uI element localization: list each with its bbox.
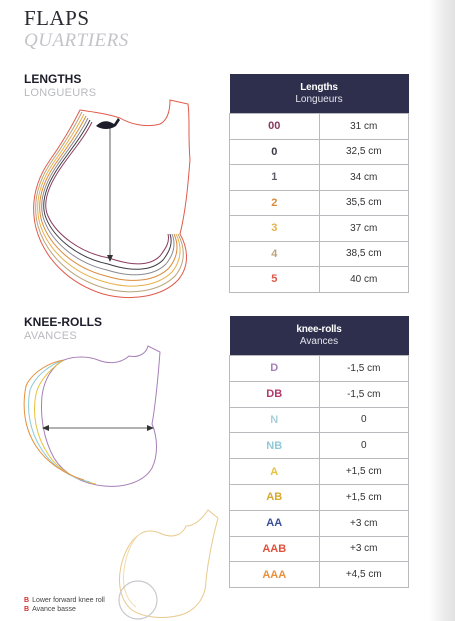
knee-rolls-table-header (230, 316, 409, 356)
lengths-table-header (230, 74, 409, 114)
knee-roll-code: A (230, 459, 320, 485)
table-row (230, 356, 409, 382)
flap-outline-5 (34, 100, 190, 298)
knee-rolls-section-subtitle: AVANCES (24, 330, 78, 342)
length-value: 37 cm (319, 216, 409, 242)
knee-roll-value: +1,5 cm (319, 459, 409, 485)
page-title: FLAPS (24, 6, 90, 30)
footnote-text: Avance basse (32, 606, 76, 613)
knee-roll-value: +1,5 cm (319, 484, 409, 510)
table-row (230, 165, 409, 191)
knee-roll-value: +3 cm (319, 510, 409, 536)
length-code: 4 (230, 241, 320, 267)
lower-knee-roll-diagram (112, 506, 222, 621)
table-row (230, 139, 409, 165)
knee-roll-value: -1,5 cm (319, 356, 409, 382)
page-edge-shadow (429, 0, 455, 621)
knee-roll-code: AA (230, 510, 320, 536)
length-arrow-head (107, 255, 113, 262)
table-row (230, 536, 409, 562)
flap-outline-3 (38, 114, 180, 286)
lower-knee-roll-outline-outer (120, 510, 219, 617)
footnote-letter: B (24, 597, 30, 604)
knee-roll-value: +4,5 cm (319, 562, 409, 588)
knee-roll-code: DB (230, 381, 320, 407)
lower-knee-roll-outline-inner (124, 534, 141, 607)
knee-roll-code: N (230, 407, 320, 433)
lengths-section-subtitle: LONGUEURS (24, 87, 97, 99)
lengths-table-subtitle: Longueurs (295, 93, 343, 105)
length-code: 5 (230, 267, 320, 293)
knee-rolls-section-title: KNEE-ROLLS (24, 315, 102, 329)
table-row (230, 267, 409, 293)
knee-roll-outline-n (29, 360, 91, 482)
length-value: 40 cm (319, 267, 409, 293)
length-value: 31 cm (319, 114, 409, 140)
knee-roll-value: +3 cm (319, 536, 409, 562)
table-row (230, 459, 409, 485)
length-code: 2 (230, 190, 320, 216)
table-row (230, 484, 409, 510)
footnote-french (24, 606, 76, 613)
table-row (230, 216, 409, 242)
page-subtitle: QUARTIERS (24, 30, 129, 51)
knee-roll-code: NB (230, 433, 320, 459)
length-value: 32,5 cm (319, 139, 409, 165)
stirrup-bar-icon (96, 118, 120, 129)
length-value: 38,5 cm (319, 241, 409, 267)
knee-roll-value: -1,5 cm (319, 381, 409, 407)
table-row (230, 114, 409, 140)
knee-roll-outline-a (35, 360, 97, 484)
knee-rolls-table (229, 316, 409, 588)
footnote-english (24, 597, 105, 604)
knee-roll-code: D (230, 356, 320, 382)
lengths-section-title: LENGTHS (24, 72, 82, 86)
length-code: 3 (230, 216, 320, 242)
knee-roll-value: 0 (319, 433, 409, 459)
knee-roll-value: 0 (319, 407, 409, 433)
knee-rolls-table-subtitle: Avances (299, 335, 339, 347)
knee-roll-code: AB (230, 484, 320, 510)
knee-roll-code: AAB (230, 536, 320, 562)
knee-roll-outline-main (42, 346, 161, 486)
length-value: 35,5 cm (319, 190, 409, 216)
footnote-letter: B (24, 606, 30, 613)
knee-roll-diagram (24, 342, 169, 492)
table-row (230, 562, 409, 588)
flap-lengths-diagram (28, 98, 198, 303)
lengths-table (229, 74, 409, 293)
table-row (230, 241, 409, 267)
table-row (230, 433, 409, 459)
length-code: 00 (230, 114, 320, 140)
table-row (230, 190, 409, 216)
table-row (230, 407, 409, 433)
table-row (230, 510, 409, 536)
length-code: 0 (230, 139, 320, 165)
knee-rolls-table-title: knee-rolls (296, 323, 342, 335)
footnote-text: Lower forward knee roll (32, 597, 105, 604)
length-code: 1 (230, 165, 320, 191)
lengths-table-title: Lengths (300, 81, 338, 93)
length-value: 34 cm (319, 165, 409, 191)
table-row (230, 381, 409, 407)
knee-roll-code: AAA (230, 562, 320, 588)
